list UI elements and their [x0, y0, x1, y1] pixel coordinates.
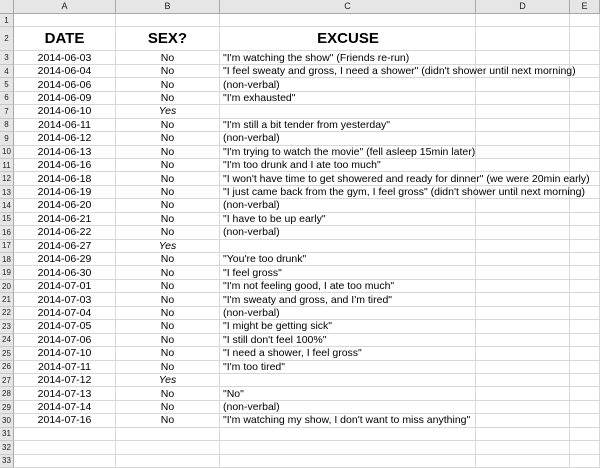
excuse-cell[interactable] — [220, 361, 476, 374]
table-row — [0, 172, 600, 185]
cell[interactable] — [476, 226, 570, 239]
cell[interactable] — [476, 159, 570, 172]
row-header[interactable]: 13 — [0, 186, 14, 199]
sex-cell[interactable]: No — [116, 293, 220, 306]
table-row — [0, 414, 600, 427]
excuse-cell[interactable] — [220, 374, 476, 387]
cell[interactable] — [116, 14, 220, 27]
table-row — [0, 307, 600, 320]
column-header-row — [0, 0, 600, 14]
excuse-cell[interactable] — [220, 172, 590, 185]
excuse-text: (non-verbal) — [223, 132, 280, 145]
excuse-cell[interactable] — [220, 65, 576, 78]
sex-cell[interactable]: No — [116, 387, 220, 400]
excuse-cell[interactable] — [220, 387, 476, 400]
cell[interactable] — [476, 414, 570, 427]
cell[interactable] — [570, 146, 600, 159]
sex-cell[interactable]: No — [116, 334, 220, 347]
cell[interactable] — [476, 14, 570, 27]
excuse-cell[interactable] — [220, 199, 476, 212]
excuse-text: "I need a shower, I feel gross" — [223, 347, 362, 360]
cell[interactable] — [476, 347, 570, 360]
cell[interactable] — [476, 132, 570, 145]
date-cell[interactable]: 2014-07-14 — [14, 401, 116, 414]
excuse-text: "I'm not feeling good, I ate too much" — [223, 280, 395, 293]
table-row — [0, 146, 600, 159]
date-cell[interactable]: 2014-06-03 — [14, 51, 116, 64]
row-header[interactable]: 1 — [0, 14, 14, 27]
cell[interactable] — [570, 414, 600, 427]
row-header[interactable]: 31 — [0, 428, 14, 441]
date-cell[interactable]: 2014-06-06 — [14, 78, 116, 91]
cell[interactable] — [476, 428, 570, 441]
excuse-cell[interactable] — [220, 51, 476, 64]
cell[interactable] — [570, 361, 600, 374]
sex-cell[interactable]: No — [116, 146, 220, 159]
cell[interactable] — [476, 307, 570, 320]
excuse-text: (non-verbal) — [223, 199, 280, 212]
excuse-text: "I'm too tired" — [223, 360, 285, 373]
date-cell[interactable]: 2014-06-09 — [14, 92, 116, 105]
excuse-text: "I'm sweaty and gross, and I'm tired" — [223, 293, 393, 306]
row-header[interactable]: 32 — [0, 441, 14, 454]
select-all-corner[interactable] — [0, 0, 14, 13]
cell[interactable] — [476, 293, 570, 306]
row-header[interactable]: 6 — [0, 92, 14, 105]
cell[interactable] — [570, 293, 600, 306]
cell[interactable] — [570, 240, 600, 253]
cell[interactable] — [476, 441, 570, 454]
cell[interactable] — [570, 253, 600, 266]
table-row — [0, 280, 600, 293]
sex-cell[interactable]: No — [116, 199, 220, 212]
date-cell[interactable]: 2014-06-11 — [14, 119, 116, 132]
excuse-text: "I'm watching my show, I don't want to miss anything" — [223, 414, 471, 427]
cell[interactable] — [476, 266, 570, 279]
date-cell[interactable]: 2014-07-16 — [14, 414, 116, 427]
sex-cell[interactable]: No — [116, 92, 220, 105]
table-row — [0, 347, 600, 360]
sex-cell[interactable] — [116, 428, 220, 441]
table-row — [0, 293, 600, 306]
cell[interactable] — [570, 213, 600, 226]
excuse-cell[interactable] — [220, 105, 476, 118]
date-cell[interactable] — [14, 441, 116, 454]
row-header[interactable]: 10 — [0, 146, 14, 159]
excuse-text: "I'm trying to watch the movie" (fell asleep 15min later) — [223, 145, 476, 158]
cell[interactable] — [570, 307, 600, 320]
excuse-cell[interactable] — [220, 280, 476, 293]
table-row — [0, 401, 600, 414]
date-cell[interactable]: 2014-07-10 — [14, 347, 116, 360]
excuse-cell[interactable] — [220, 186, 585, 199]
excuse-text: "You're too drunk" — [223, 253, 307, 266]
column-header-d[interactable]: D — [476, 0, 570, 13]
table-row — [0, 455, 600, 468]
column-header-e[interactable]: E — [570, 0, 600, 13]
row-header[interactable]: 21 — [0, 293, 14, 306]
excuse-text: "I feel gross" — [223, 266, 282, 279]
table-row — [0, 374, 600, 387]
cell[interactable] — [570, 199, 600, 212]
cell[interactable] — [570, 334, 600, 347]
cell[interactable] — [14, 14, 116, 27]
excuse-text: "I'm still a bit tender from yesterday" — [223, 118, 391, 131]
date-cell[interactable]: 2014-07-06 — [14, 334, 116, 347]
excuse-cell[interactable] — [220, 414, 476, 427]
excuse-cell[interactable] — [220, 92, 476, 105]
row-header[interactable]: 25 — [0, 347, 14, 360]
excuse-cell[interactable] — [220, 159, 476, 172]
sex-cell[interactable]: No — [116, 226, 220, 239]
date-cell[interactable]: 2014-07-12 — [14, 374, 116, 387]
excuse-text: (non-verbal) — [223, 401, 280, 414]
date-cell[interactable]: 2014-07-01 — [14, 280, 116, 293]
sex-cell[interactable]: No — [116, 65, 220, 78]
cell[interactable] — [220, 14, 476, 27]
cell[interactable] — [570, 92, 600, 105]
table-row — [0, 266, 600, 279]
row-header[interactable]: 29 — [0, 401, 14, 414]
cell[interactable] — [570, 78, 600, 91]
excuse-text: (non-verbal) — [223, 306, 280, 319]
cell[interactable] — [476, 146, 570, 159]
excuse-text: "I'm exhausted" — [223, 91, 296, 104]
row-header[interactable]: 16 — [0, 226, 14, 239]
date-cell[interactable]: 2014-07-11 — [14, 361, 116, 374]
sheet-rows — [0, 14, 600, 468]
cell[interactable] — [570, 401, 600, 414]
row-header[interactable]: 9 — [0, 132, 14, 145]
cell[interactable] — [476, 92, 570, 105]
row-header[interactable]: 19 — [0, 266, 14, 279]
cell[interactable] — [476, 374, 570, 387]
excuse-cell[interactable] — [220, 428, 476, 441]
table-row — [0, 51, 600, 64]
cell[interactable] — [570, 441, 600, 454]
sex-cell[interactable] — [116, 455, 220, 468]
excuse-text: (non-verbal) — [223, 78, 280, 91]
sex-cell[interactable]: No — [116, 401, 220, 414]
excuse-cell[interactable] — [220, 334, 476, 347]
table-row — [0, 334, 600, 347]
row-header[interactable]: 23 — [0, 320, 14, 333]
table-row — [0, 226, 600, 239]
row-header[interactable]: 24 — [0, 334, 14, 347]
excuse-cell[interactable] — [220, 455, 476, 468]
cell[interactable] — [570, 428, 600, 441]
cell[interactable] — [476, 119, 570, 132]
row-header[interactable]: 20 — [0, 280, 14, 293]
sex-cell[interactable]: No — [116, 213, 220, 226]
row-header[interactable]: 27 — [0, 374, 14, 387]
row-header[interactable]: 28 — [0, 387, 14, 400]
cell[interactable] — [570, 374, 600, 387]
table-row — [0, 78, 600, 91]
cell[interactable] — [476, 105, 570, 118]
cell[interactable] — [476, 280, 570, 293]
date-cell[interactable]: 2014-07-05 — [14, 320, 116, 333]
sex-cell[interactable]: No — [116, 414, 220, 427]
row-header[interactable]: 4 — [0, 65, 14, 78]
excuse-cell[interactable] — [220, 320, 476, 333]
excuse-cell[interactable] — [220, 213, 476, 226]
sheet-row — [0, 14, 600, 27]
cell[interactable] — [570, 387, 600, 400]
sex-cell[interactable]: No — [116, 186, 220, 199]
cell[interactable] — [570, 347, 600, 360]
table-row — [0, 119, 600, 132]
cell[interactable] — [476, 334, 570, 347]
excuse-cell[interactable] — [220, 119, 476, 132]
column-header-b[interactable]: B — [116, 0, 220, 13]
excuse-text: "I won't have time to get showered and ready for dinner" (we were 20min early) — [223, 172, 590, 185]
excuse-text: "I just came back from the gym, I feel gross" (didn't shower until next morning) — [223, 186, 585, 199]
date-cell[interactable]: 2014-06-30 — [14, 266, 116, 279]
date-cell[interactable]: 2014-07-13 — [14, 387, 116, 400]
cell[interactable] — [476, 401, 570, 414]
date-cell[interactable]: 2014-07-03 — [14, 293, 116, 306]
sex-cell[interactable]: No — [116, 119, 220, 132]
cell[interactable] — [570, 455, 600, 468]
table-row — [0, 428, 600, 441]
cell[interactable] — [570, 119, 600, 132]
sex-cell[interactable] — [116, 441, 220, 454]
sex-cell[interactable]: No — [116, 347, 220, 360]
table-row — [0, 199, 600, 212]
row-header[interactable]: 30 — [0, 414, 14, 427]
date-cell[interactable]: 2014-06-19 — [14, 186, 116, 199]
cell[interactable] — [476, 455, 570, 468]
excuse-text: (non-verbal) — [223, 226, 280, 239]
excuse-cell[interactable] — [220, 266, 476, 279]
sheet-row — [0, 27, 600, 51]
row-header[interactable]: 3 — [0, 51, 14, 64]
date-cell[interactable]: 2014-06-13 — [14, 146, 116, 159]
cell[interactable] — [476, 27, 570, 51]
table-row — [0, 65, 600, 78]
excuse-cell[interactable] — [220, 78, 476, 91]
cell[interactable] — [570, 132, 600, 145]
row-header[interactable]: 18 — [0, 253, 14, 266]
excuse-cell[interactable] — [220, 240, 476, 253]
excuse-cell[interactable] — [220, 253, 476, 266]
sex-cell[interactable]: No — [116, 51, 220, 64]
sex-cell[interactable]: No — [116, 172, 220, 185]
sex-cell[interactable]: No — [116, 361, 220, 374]
row-header[interactable]: 12 — [0, 172, 14, 185]
date-cell[interactable]: 2014-06-16 — [14, 159, 116, 172]
table-row — [0, 213, 600, 226]
date-cell[interactable] — [14, 428, 116, 441]
row-header[interactable]: 22 — [0, 307, 14, 320]
sex-cell[interactable]: No — [116, 78, 220, 91]
sex-cell[interactable]: Yes — [116, 105, 220, 118]
sex-cell[interactable]: No — [116, 266, 220, 279]
excuse-text: "I'm too drunk and I ate too much" — [223, 159, 381, 172]
table-row — [0, 441, 600, 454]
sex-cell[interactable]: Yes — [116, 240, 220, 253]
row-header[interactable]: 11 — [0, 159, 14, 172]
date-cell[interactable]: 2014-06-29 — [14, 253, 116, 266]
date-cell[interactable]: 2014-07-04 — [14, 307, 116, 320]
table-row — [0, 387, 600, 400]
row-header[interactable]: 2 — [0, 27, 14, 51]
excuse-text: "I might be getting sick" — [223, 320, 333, 333]
row-header[interactable]: 15 — [0, 213, 14, 226]
cell[interactable] — [476, 253, 570, 266]
excuse-cell[interactable] — [220, 441, 476, 454]
excuse-text: "I have to be up early" — [223, 212, 326, 225]
date-cell[interactable]: 2014-06-04 — [14, 65, 116, 78]
sex-cell[interactable]: No — [116, 132, 220, 145]
date-cell[interactable]: 2014-06-18 — [14, 172, 116, 185]
row-header[interactable]: 7 — [0, 105, 14, 118]
header-cell-date[interactable]: DATE — [14, 27, 116, 51]
cell[interactable] — [570, 27, 600, 51]
excuse-text: "I'm watching the show" (Friends re-run) — [223, 51, 410, 64]
table-row — [0, 159, 600, 172]
excuse-cell[interactable] — [220, 307, 476, 320]
cell[interactable] — [570, 320, 600, 333]
cell[interactable] — [476, 199, 570, 212]
table-row — [0, 105, 600, 118]
cell[interactable] — [570, 14, 600, 27]
sex-cell[interactable]: Yes — [116, 374, 220, 387]
cell[interactable] — [476, 320, 570, 333]
date-cell[interactable]: 2014-06-21 — [14, 213, 116, 226]
table-row — [0, 186, 600, 199]
row-header[interactable]: 17 — [0, 240, 14, 253]
excuse-cell[interactable] — [220, 226, 476, 239]
date-cell[interactable]: 2014-06-22 — [14, 226, 116, 239]
date-cell[interactable]: 2014-06-20 — [14, 199, 116, 212]
cell[interactable] — [570, 51, 600, 64]
cell[interactable] — [570, 105, 600, 118]
date-cell[interactable]: 2014-06-10 — [14, 105, 116, 118]
row-header[interactable]: 33 — [0, 455, 14, 468]
cell[interactable] — [570, 226, 600, 239]
date-cell[interactable]: 2014-06-27 — [14, 240, 116, 253]
cell[interactable] — [476, 78, 570, 91]
sex-cell[interactable]: No — [116, 253, 220, 266]
excuse-cell[interactable] — [220, 132, 476, 145]
excuse-cell[interactable] — [220, 293, 476, 306]
table-row — [0, 132, 600, 145]
row-header[interactable]: 5 — [0, 78, 14, 91]
cell[interactable] — [476, 387, 570, 400]
column-header-c[interactable]: C — [220, 0, 476, 13]
header-cell-sex[interactable]: SEX? — [116, 27, 220, 51]
table-row — [0, 240, 600, 253]
cell[interactable] — [476, 51, 570, 64]
excuse-text: "No" — [223, 387, 244, 400]
sex-cell[interactable]: No — [116, 320, 220, 333]
cell[interactable] — [476, 240, 570, 253]
table-row — [0, 320, 600, 333]
cell[interactable] — [570, 266, 600, 279]
row-header[interactable]: 8 — [0, 119, 14, 132]
excuse-cell[interactable] — [220, 401, 476, 414]
header-cell-excuse[interactable]: EXCUSE — [220, 27, 476, 51]
cell[interactable] — [570, 159, 600, 172]
date-cell[interactable] — [14, 455, 116, 468]
sex-cell[interactable]: No — [116, 280, 220, 293]
excuse-text: "I still don't feel 100%" — [223, 333, 327, 346]
excuse-cell[interactable] — [220, 146, 476, 159]
cell[interactable] — [476, 361, 570, 374]
date-cell[interactable]: 2014-06-12 — [14, 132, 116, 145]
sex-cell[interactable]: No — [116, 307, 220, 320]
excuse-cell[interactable] — [220, 347, 476, 360]
table-row — [0, 253, 600, 266]
cell[interactable] — [570, 280, 600, 293]
table-row — [0, 361, 600, 374]
cell[interactable] — [476, 213, 570, 226]
sex-cell[interactable]: No — [116, 159, 220, 172]
row-header[interactable]: 14 — [0, 199, 14, 212]
excuse-text: "I feel sweaty and gross, I need a shower" (didn't shower until next morning) — [223, 65, 576, 78]
table-row — [0, 92, 600, 105]
column-header-a[interactable]: A — [14, 0, 116, 13]
row-header[interactable]: 26 — [0, 361, 14, 374]
